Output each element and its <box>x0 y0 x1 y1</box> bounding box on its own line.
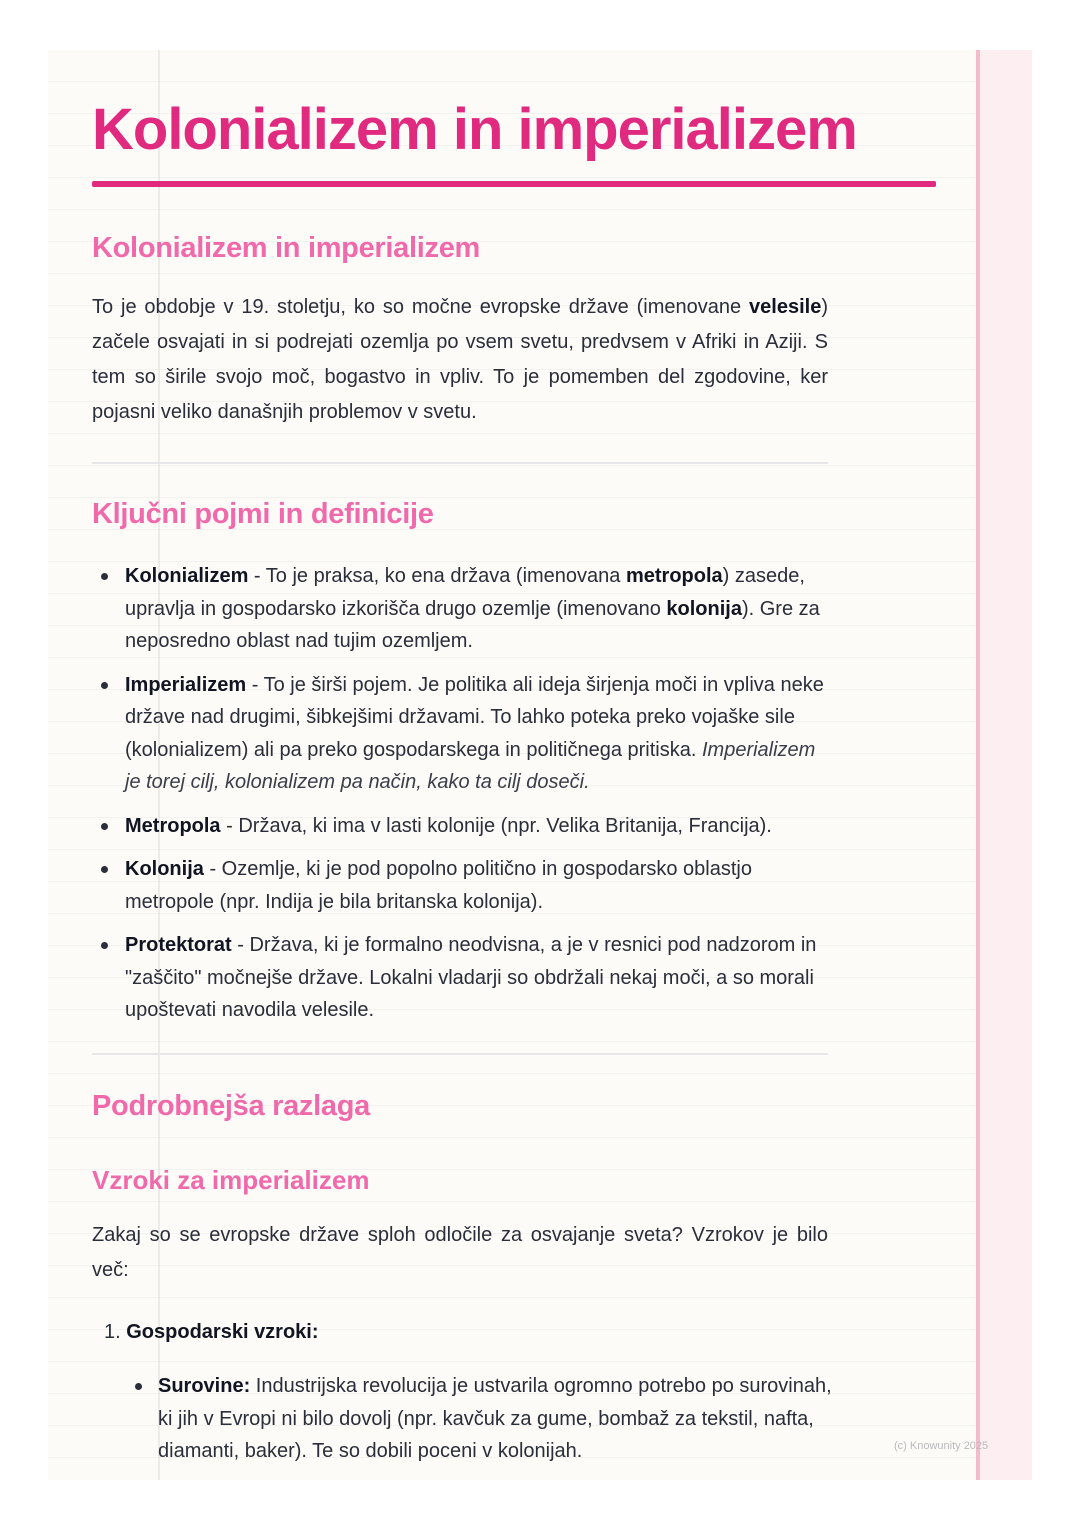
sub-bullet-item <box>135 1370 835 1468</box>
definition-item <box>92 929 832 1027</box>
item-number: 1. <box>104 1321 121 1343</box>
terms-heading: Ključni pojmi in definicije <box>92 498 434 530</box>
definition-term: Kolonija <box>125 858 204 880</box>
definition-term: Protektorat <box>125 934 232 956</box>
bullet-text: Industrijska revolucija je ustvarila ogromno potrebo po surovinah, ki jih v Evropi ni bilo dovolj (npr. kavčuk za gume, bombaž za tekstil, nafta, diamanti, baker). Te so dobili poceni v kolonijah. <box>158 1375 832 1462</box>
definition-bold: kolonija <box>666 597 742 620</box>
definition-term: Imperializem <box>125 673 247 696</box>
definition-item <box>92 853 832 918</box>
intro-bold-term: velesile <box>749 296 822 318</box>
right-margin-line <box>976 50 980 1480</box>
definition-term: Metropola <box>125 814 221 837</box>
causes-intro: Zakaj so se evropske države sploh odločile za osvajanje sveta? Vzrokov je bilo več: <box>92 1224 828 1281</box>
detail-heading: Podrobnejša razlaga <box>92 1090 370 1122</box>
definition-text: - To je širši pojem. Je politika ali ideja širjenja moči in vpliva neke države nad drugimi, šibkejšimi državami. To lahko poteka preko vojaške sile (kolonializem) ali pa preko gospodarskega in političnega pritiska. <box>125 673 824 761</box>
item-label: Gospodarski vzroki: <box>126 1321 319 1343</box>
definition-text: - Država, ki je formalno neodvisna, a je v resnici pod nadzorom in "zaščito" močnejše države. Lokalni vladarji so obdržali nekaj moči, a so morali upoštevati navodila velesile. <box>125 934 817 1021</box>
definition-item <box>92 810 832 843</box>
definition-text: - To je praksa, ko ena država (imenovana <box>248 565 626 587</box>
page-title: Kolonializem in imperializem <box>92 97 857 162</box>
copyright-footer: (c) Knowunity 2025 <box>894 1440 989 1452</box>
title-underline <box>92 181 936 187</box>
bullet-term: Surovine: <box>158 1375 251 1397</box>
notebook-page <box>48 50 1032 1480</box>
definition-term: Kolonializem <box>125 565 249 587</box>
sub-bullet-list <box>135 1370 835 1468</box>
definition-item <box>92 669 832 799</box>
intro-text-start: To je obdobje v 19. stoletju, ko so močne evropske države (imenovane <box>92 296 750 318</box>
intro-heading: Kolonializem in imperializem <box>92 232 481 264</box>
divider <box>92 1053 828 1055</box>
intro-text-end: ) začele osvajati in si podrejati ozemlja po vsem svetu, predvsem v Afriki in Aziji. S tem so širile svojo moč, bogastvo in vpliv. To je pomemben del zgodovine, ker pojasni veliko današnjih problemov v svetu. <box>92 296 828 423</box>
definitions-list <box>92 560 832 1038</box>
definition-bold: metropola <box>625 565 723 587</box>
definition-text: ) zasede, upravlja in gospodarsko izkorišča drugo ozemlje (imenovano <box>125 565 805 620</box>
definition-italic: Imperializem je torej cilj, kolonializem pa način, kako ta cilj doseči. <box>125 738 816 793</box>
definition-text: - Država, ki ima v lasti kolonije (npr. Velika Britanija, Francija). <box>220 814 772 837</box>
definition-text: ). Gre za neposredno oblast nad tujim ozemljem. <box>125 597 820 652</box>
intro-paragraph <box>92 290 828 430</box>
causes-subheading: Vzroki za imperializem <box>92 1165 370 1195</box>
definition-text: - Ozemlje, ki je pod popolno politično in gospodarsko oblastjo metropole (npr. Indija je bila britanska kolonija). <box>125 858 752 913</box>
divider <box>92 462 828 464</box>
numbered-item <box>104 1316 319 1348</box>
definition-item <box>92 560 832 658</box>
right-margin-band <box>976 50 1032 1480</box>
